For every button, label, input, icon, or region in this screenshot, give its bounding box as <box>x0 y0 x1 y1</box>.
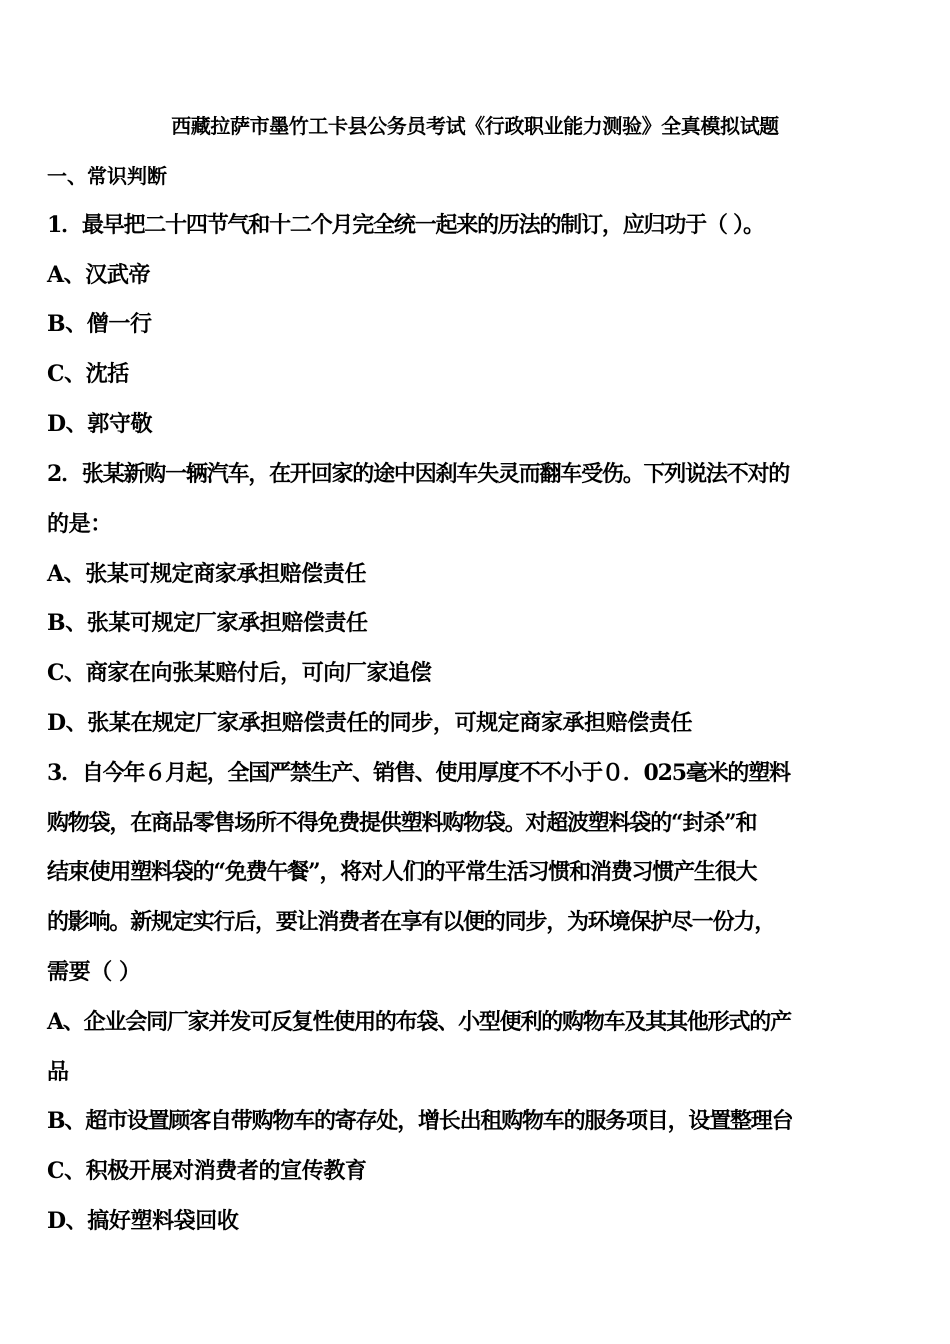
question-1-text: 1．最早把二十四节气和十二个月完全统一起来的历法的制订，应归功于（ ）。 <box>47 212 764 238</box>
question-1-option-a: A、汉武帝 <box>47 262 151 288</box>
question-2-option-d: D、张某在规定厂家承担赔偿责任的同步，可规定商家承担赔偿责任 <box>47 710 693 736</box>
question-2-option-c: C、商家在向张某赔付后，可向厂家追偿 <box>47 660 432 686</box>
question-2-option-b: B、张某可规定厂家承担赔偿责任 <box>47 610 368 636</box>
question-1-option-d: D、郭守敬 <box>47 411 153 437</box>
question-3-text-line-4: 的影响。新规定实行后，要让消费者在享有以便的同步，为环境保护尽一份力， <box>47 909 776 935</box>
question-2-option-a: A、张某可规定商家承担赔偿责任 <box>47 561 367 587</box>
question-3-text-line-1: 3．自今年６月起，全国严禁生产、销售、使用厚度不不小于０．025毫米的塑料 <box>47 760 790 786</box>
question-3-option-a-line-2: 品 <box>47 1059 69 1085</box>
question-3-text-line-2: 购物袋，在商品零售场所不得免费提供塑料购物袋。对超波塑料袋的“封杀”和 <box>47 810 757 836</box>
document-title: 西藏拉萨市墨竹工卡县公务员考试《行政职业能力测验》全真模拟试题 <box>171 114 779 138</box>
question-1-option-c: C、沈括 <box>47 361 129 387</box>
question-3-text-line-5: 需要（ ） <box>47 959 141 985</box>
question-3-option-a-line-1: A、企业会同厂家并发可反复性使用的布袋、小型便利的购物车及其其他形式的产 <box>47 1009 791 1035</box>
question-1-option-b: B、僧一行 <box>47 311 152 337</box>
question-3-option-b: B、超市设置顾客自带购物车的寄存处，增长出租购物车的服务项目，设置整理台 <box>47 1108 793 1134</box>
question-3-option-c: C、积极开展对消费者的宣传教育 <box>47 1158 367 1184</box>
section-heading: 一、常识判断 <box>47 164 167 188</box>
question-2-text-line-1: 2．张某新购一辆汽车，在开回家的途中因刹车失灵而翻车受伤。下列说法不对的 <box>47 461 790 487</box>
question-2-text-line-2: 的是： <box>47 511 112 537</box>
question-3-option-d: D、搞好塑料袋回收 <box>47 1208 239 1234</box>
question-3-text-line-3: 结束使用塑料袋的“免费午餐”，将对人们的平常生活习惯和消费习惯产生很大 <box>47 859 757 885</box>
